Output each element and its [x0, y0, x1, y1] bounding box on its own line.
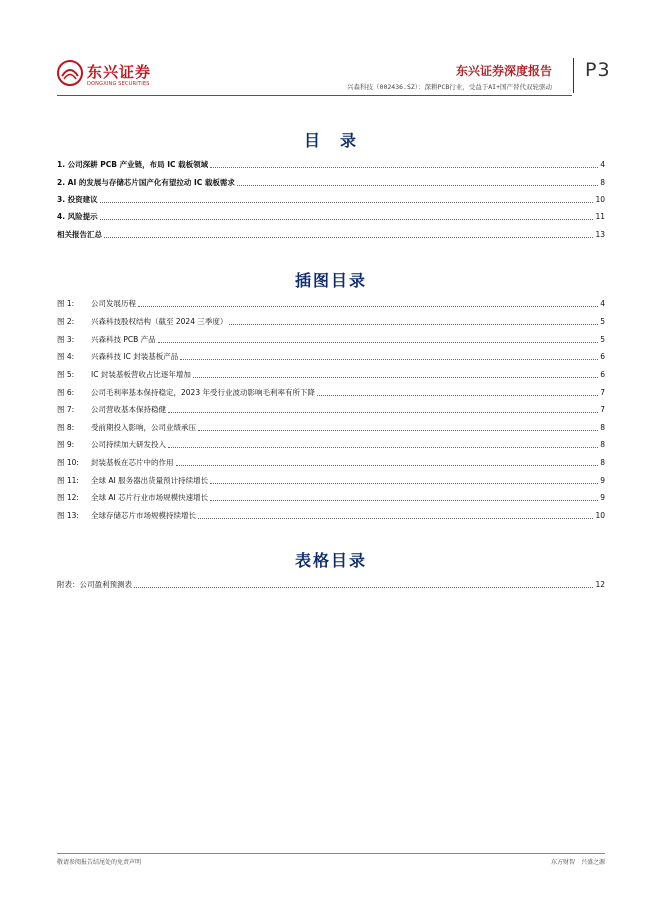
figure-item[interactable]	[57, 474, 605, 486]
leader-dots	[138, 305, 598, 307]
logo-mark-icon	[57, 60, 83, 86]
toc-item[interactable]	[57, 158, 605, 170]
figure-page: 10	[595, 511, 605, 520]
figure-number: 图 5:	[57, 370, 75, 379]
figure-item[interactable]	[57, 403, 605, 415]
figure-label: 受前期投入影响，公司业绩承压	[91, 423, 196, 432]
leader-dots	[193, 376, 598, 378]
leader-dots	[198, 429, 598, 431]
toc-item-label: 2. AI 的发展与存储芯片国产化有望拉动 IC 载板需求	[57, 178, 235, 187]
figure-page: 8	[600, 423, 605, 432]
figure-page: 6	[600, 370, 605, 379]
toc-item[interactable]	[57, 210, 605, 222]
leader-dots	[210, 499, 598, 501]
figure-page: 6	[600, 352, 605, 361]
figure-page: 7	[600, 388, 605, 397]
figure-number: 图 4:	[57, 352, 75, 361]
toc-item-label: 3. 投资建议	[57, 195, 98, 204]
header-divider	[573, 58, 574, 93]
toc-item-label: 1. 公司深耕 PCB 产业链，布局 IC 载板领域	[57, 160, 209, 169]
figure-number: 图 6:	[57, 388, 75, 397]
figure-label: 封装基板在芯片中的作用	[91, 458, 174, 467]
figure-label: 公司毛利率基本保持稳定，2023 年受行业波动影响毛利率有所下降	[91, 388, 315, 397]
leader-dots	[176, 464, 599, 466]
figure-label: 兴森科技 PCB 产品	[91, 335, 156, 344]
company-logo	[57, 60, 167, 90]
figure-label: 全球 AI 服务器出货量预计持续增长	[91, 476, 209, 485]
leader-dots	[168, 446, 598, 448]
toc-item-page: 13	[595, 230, 605, 239]
leader-dots	[100, 201, 594, 203]
figure-page: 9	[600, 476, 605, 485]
figure-label: 公司发展历程	[91, 299, 136, 308]
figure-number: 图 2:	[57, 317, 75, 326]
figure-label: 公司持续加大研发投入	[91, 440, 166, 449]
toc-item-page: 10	[595, 195, 605, 204]
footer-disclaimer: 敬请参阅报告结尾处的免责声明	[57, 859, 142, 866]
figure-number: 图 12:	[57, 493, 79, 502]
leader-dots	[229, 323, 598, 325]
figure-page: 4	[600, 299, 605, 308]
figure-item[interactable]	[57, 491, 605, 503]
toc-item-page: 4	[600, 160, 605, 169]
report-type-title: 东兴证券深度报告	[455, 64, 552, 78]
figure-label: 兴森科技 IC 封装基板产品	[91, 352, 179, 361]
figure-item[interactable]	[57, 333, 605, 345]
figure-label: 兴森科技股权结构（截至 2024 三季度）	[91, 317, 228, 326]
figure-item[interactable]	[57, 456, 605, 468]
figure-number: 图 13:	[57, 511, 79, 520]
figure-page: 9	[600, 493, 605, 502]
leader-dots	[104, 236, 593, 238]
toc-item[interactable]	[57, 193, 605, 205]
footer-rule	[57, 853, 605, 854]
footer-slogan: 东方财智 兴盛之源	[550, 859, 605, 866]
leader-dots	[168, 411, 598, 413]
toc-item[interactable]	[57, 176, 605, 188]
toc-item-label: 相关报告汇总	[57, 230, 102, 239]
figure-page: 5	[600, 317, 605, 326]
figure-label: 全球存储芯片市场规模持续增长	[91, 511, 196, 520]
leader-dots	[134, 586, 593, 588]
figure-item[interactable]	[57, 421, 605, 433]
figure-item[interactable]	[57, 438, 605, 450]
leader-dots	[317, 394, 598, 396]
logo-text-cn: 东兴证券	[87, 63, 152, 81]
logo-text-en: DONGXING SECURITIES	[87, 81, 150, 87]
toc-item[interactable]	[57, 228, 605, 240]
table-label: 附表：公司盈利预测表	[57, 580, 132, 589]
figure-item[interactable]	[57, 509, 605, 521]
figure-number: 图 8:	[57, 423, 75, 432]
leader-dots	[180, 358, 598, 360]
leader-dots	[237, 184, 598, 186]
figure-label: 全球 AI 芯片行业市场规模快速增长	[91, 493, 209, 502]
leader-dots	[198, 517, 593, 519]
leader-dots	[210, 482, 598, 484]
toc-item-page: 11	[595, 212, 605, 221]
leader-dots	[100, 218, 594, 220]
figure-number: 图 7:	[57, 405, 75, 414]
figure-label: 公司营收基本保持稳健	[91, 405, 166, 414]
figure-page: 7	[600, 405, 605, 414]
figure-item[interactable]	[57, 368, 605, 380]
figure-number: 图 10:	[57, 458, 79, 467]
leader-dots	[158, 341, 599, 343]
figure-item[interactable]	[57, 315, 605, 327]
figure-number: 图 9:	[57, 440, 75, 449]
figures-title: 插图目录	[294, 271, 367, 290]
figure-item[interactable]	[57, 297, 605, 309]
figure-page: 8	[600, 458, 605, 467]
figure-item[interactable]	[57, 386, 605, 398]
report-subtitle: 兴森科技（002436.SZ）：深耕PCB行业，受益于AI+国产替代双轮驱动	[347, 83, 552, 91]
toc-item-page: 8	[600, 178, 605, 187]
tables-title: 表格目录	[294, 551, 367, 570]
figure-number: 图 11:	[57, 476, 79, 485]
figure-page: 5	[600, 335, 605, 344]
header-rule	[57, 95, 572, 96]
page-number: P3	[585, 59, 611, 81]
figure-number: 图 1:	[57, 299, 75, 308]
figure-page: 8	[600, 440, 605, 449]
figure-item[interactable]	[57, 350, 605, 362]
toc-title: 目 录	[303, 131, 358, 150]
toc-item-label: 4. 风险提示	[57, 212, 98, 221]
leader-dots	[210, 166, 598, 168]
figure-label: IC 封装基板营收占比逐年增加	[91, 370, 191, 379]
figure-number: 图 3:	[57, 335, 75, 344]
table-item[interactable]	[57, 578, 605, 590]
table-page: 12	[595, 580, 605, 589]
